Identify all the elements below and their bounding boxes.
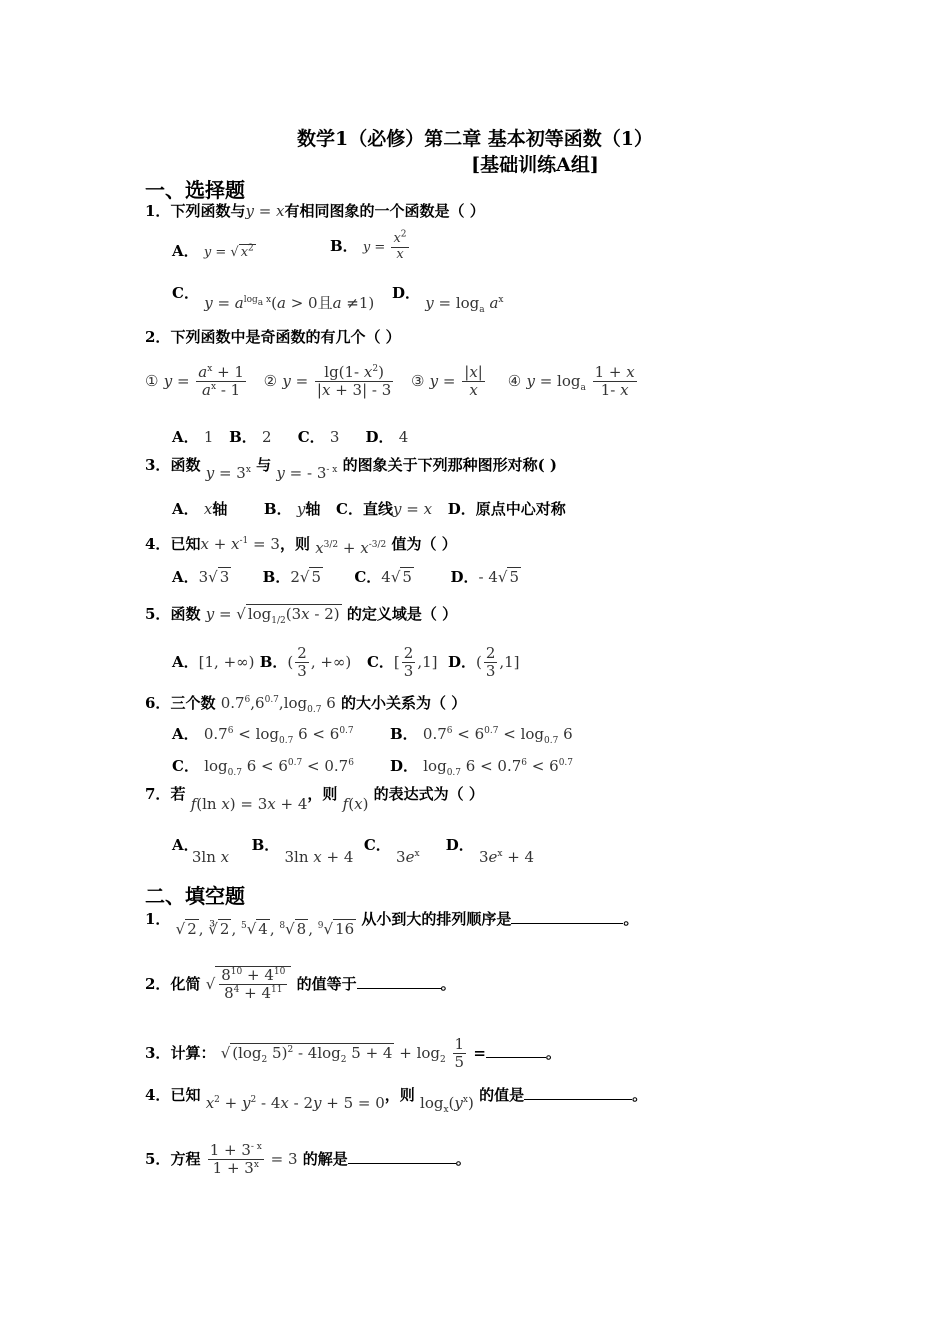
q3-options: A． x轴 B． y轴 C．直线y = x D．原点中心对称	[172, 500, 566, 518]
section-heading-choice: 一、选择题	[145, 178, 245, 202]
question-text: 下列函数与	[170, 202, 246, 220]
fill-question-2: 2．化简 √ $\frac{8^{10} + 4^{10}}{8^4 + 4^{11}}$ 的值等于 。	[145, 966, 456, 1003]
q1-option-a: A． y = √ $x^2$	[172, 242, 254, 260]
q1-option-c: C． $y = a^{log_a x}(a > 0$且a ≠1)	[172, 284, 375, 312]
question-text: 有相同图象的一个函数是（ ）	[284, 202, 485, 220]
section-heading-fill: 二、填空题	[145, 884, 245, 908]
page-subtitle: [基础训练A组]	[471, 154, 599, 176]
question-2: 2．下列函数中是奇函数的有几个（ ）	[145, 328, 401, 346]
fill-question-3: 3．计算： √ ($\log_2$ $5)^2 - 4\log_2$ $5 + 4 + \log_2$ $\frac{1}{5}$ = 。	[145, 1035, 561, 1072]
answer-blank[interactable]	[357, 975, 441, 989]
q5-options: A．[1, +∞) B．( $\frac{2}{3}$ , +∞) C．[ $\frac{2}{3}$ ,1] D．( $\frac{2}{3}$ ,1]	[172, 644, 520, 681]
answer-blank[interactable]	[348, 1150, 456, 1164]
question-number: 1．	[145, 202, 171, 220]
q4-options: A．3√ 3 B．2√ 5 C．4√ 5 D．- 4√ 5	[172, 568, 520, 586]
question-3: 3．函数 $y = 3^x$ 与 y = - $3^{- x}$ 的图象关于下列那种图形对称( )	[145, 456, 557, 482]
answer-blank[interactable]	[524, 1086, 632, 1100]
answer-blank[interactable]	[486, 1044, 546, 1058]
question-5: 5．函数 y = √ $\log_{1/2}(3x - 2)$ 的定义域是（ ）	[145, 605, 458, 626]
q1-option-d: D． $y = \log_a a^x$	[392, 284, 504, 315]
question-6: 6．三个数 $0.7^6,6^{0.7},\log_{0.7}$ 6 的大小关系为（ ）	[145, 694, 467, 715]
q2-options: A． 1 B． 2 C． 3 D． 4	[172, 428, 409, 446]
q6-option-d: D． $\log_{0.7} 6 < 0.7^6 < 6^{0.7}$	[390, 757, 574, 778]
q2-candidates: ① y = $\frac{a^x + 1}{a^x - 1}$ ② y = $\frac{\lg(1- x^2)}{|x + 3| - 3}$ ③ y = $\frac{|x|}{x}$ ④ $y = \log_a$ $\frac{1 + x}{1- x}$	[145, 363, 635, 400]
question-4: 4．已知$x + x^{-1} = 3$，则 $x^{3/2} + x^{-3/2}$ 值为（ ）	[145, 535, 457, 557]
q6-option-c: C． $\log_{0.7} 6 < 6^{0.7} < 0.7^6$	[172, 757, 354, 778]
fill-question-5: 5．方程 $\frac{1 + 3^{- x}}{1 + 3^x}$ = 3 的解是 。	[145, 1141, 471, 1178]
page-title: 数学1（必修）第二章 基本初等函数（1）	[296, 128, 654, 150]
q1-option-b: B． y = $\frac{x^2}{x}$	[330, 229, 407, 262]
fill-question-1: 1． √ 2 , ∛ 2 , $^5$√ 4 , $^8$√ 8 , $^9$√ 16 从小到大的排列顺序是 。	[145, 910, 639, 938]
question-1: 1．下列函数与y = x有相同图象的一个函数是（ ）	[145, 202, 485, 220]
answer-blank[interactable]	[511, 910, 623, 924]
fill-question-4: 4．已知 $x^2 + y^2 - 4x - 2y + 5 = 0$，则 $\log_x(y^x)$ 的值是 。	[145, 1086, 648, 1115]
question-7: 7．若 f(ln x) = 3x + 4，则 f(x) 的表达式为（ ）	[145, 785, 484, 813]
q7-options: A． 3ln x B． 3ln x + 4 C． $3e^x$ D． $3e^x + 4$	[172, 836, 535, 866]
q6-option-a: A． $0.7^6 < \log_{0.7} 6 < 6^{0.7}$	[172, 725, 354, 746]
q6-option-b: B． $0.7^6 < 6^{0.7} < \log_{0.7} 6$	[390, 725, 573, 746]
